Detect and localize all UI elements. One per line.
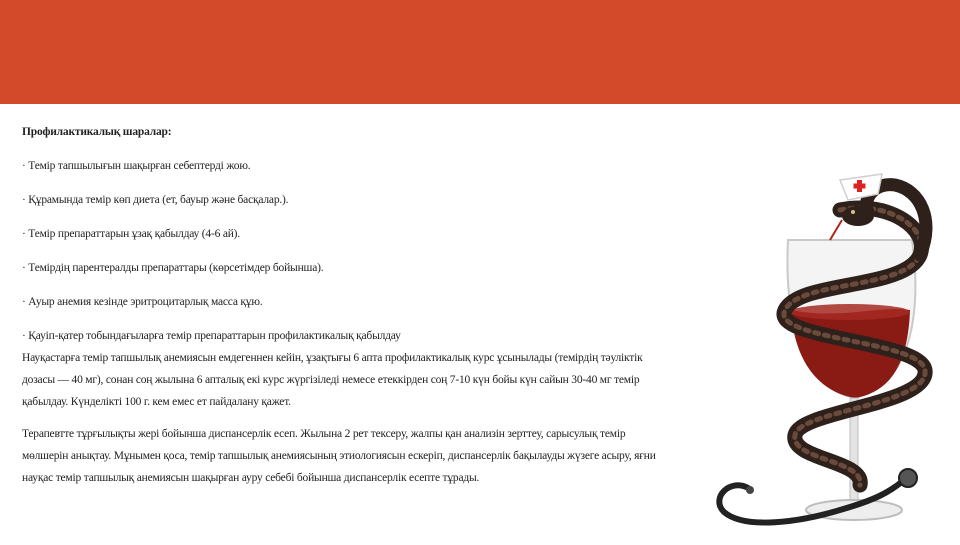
bullet-item: · Темір препараттарын ұзақ қабылдау (4-6 ай). (22, 228, 240, 240)
bullet-item: · Ауыр анемия кезінде эритроцитарлық масса құю. (22, 296, 263, 308)
bullet-item: · Құрамында темір көп диета (ет, бауыр және басқалар.). (22, 194, 289, 206)
paragraph-prophylaxis: Науқастарға темір тапшылық анемиясын емдегеннен кейін, ұзақтығы 6 апта профилактикалық курс ұсынылады (темірдің тәуліктік дозасы — 40 мг), сонан соң жылына 6 апталық екі курс жүргізіледі немесе етеккірден соң 7-10 күн бойы күн сайын 30-40 мг темір қабылдау. Күнделікті 100 г. кем емес ет пайдалану қажет. (22, 352, 643, 408)
bullet-item: · Темірдің парентералды препараттары (көрсетімдер бойынша). (22, 262, 324, 274)
snake-wineglass-stethoscope-icon (690, 160, 960, 540)
slide-title: Профилактикалық шаралар: (22, 126, 172, 138)
paragraph-dispensary: Терапевтте тұрғылықты жері бойынша диспансерлік есеп. Жылына 2 рет тексеру, жалпы қан анализін зерттеу, сарысулық темір мөлшерін анықтау. Мұнымен қоса, темір тапшылық анемиясының этиологиясын ескеріп, диспансерлік бақылауды жүзеге асыру, яғни науқас темір тапшылық анемиясын шақырған ауру себебі бойынша диспансерлік есепте тұрады. (22, 428, 656, 484)
header-band (0, 0, 960, 104)
bullet-item: · Қауіп-қатер тобындағыларға темір препараттарын профилактикалық қабылдау (22, 330, 401, 342)
slide-content (22, 121, 672, 489)
bullet-item: · Темір тапшылығын шақырған себептерді жою. (22, 160, 251, 172)
